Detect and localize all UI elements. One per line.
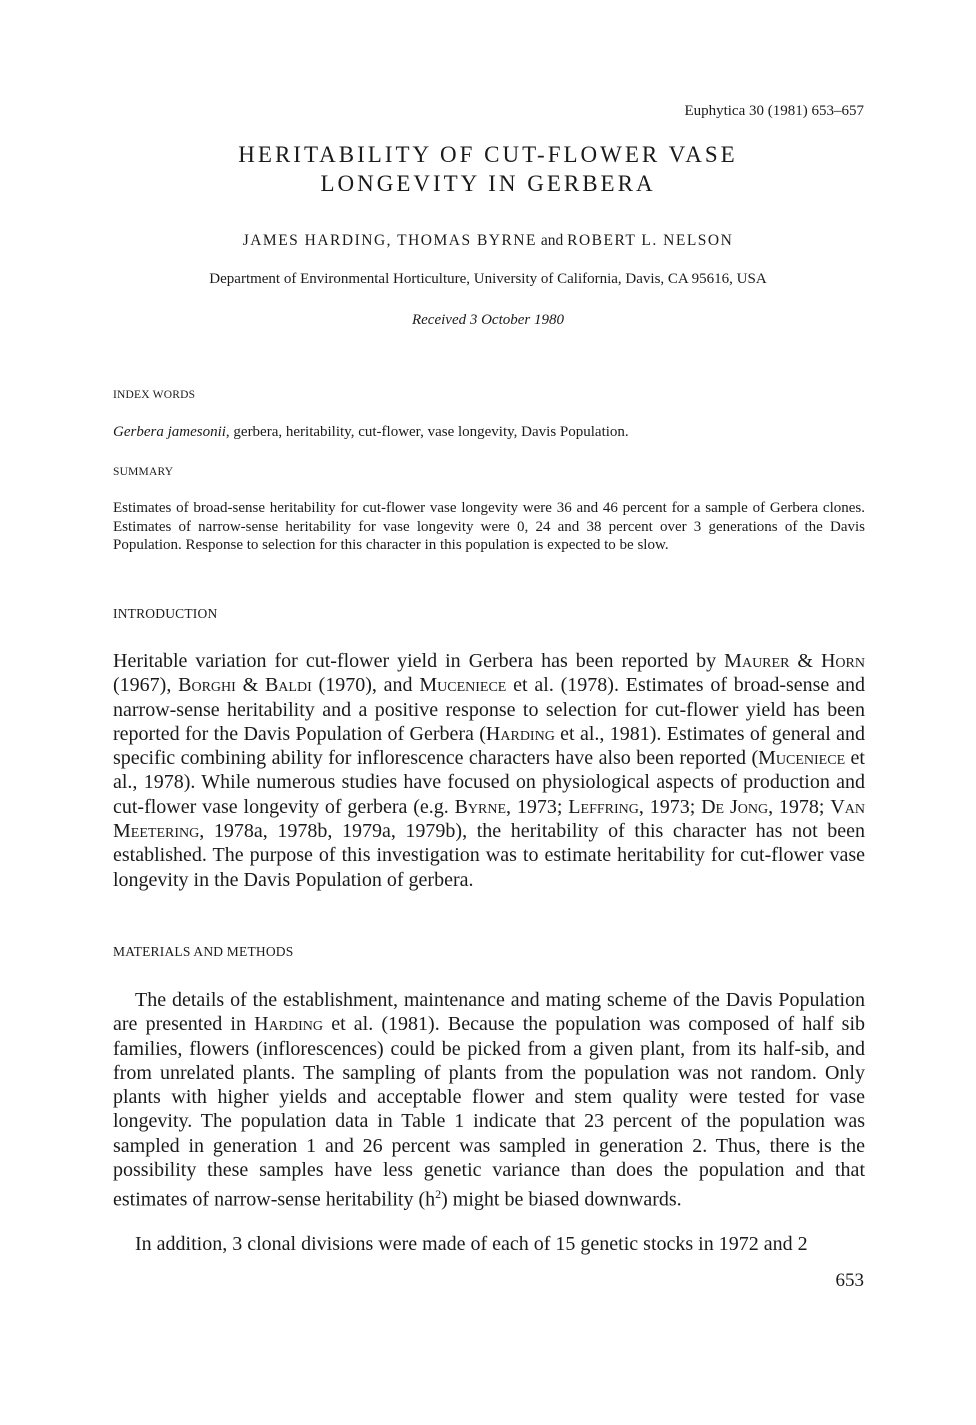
methods-paragraph-1: The details of the establishment, maintenance and mating scheme of the Davis Population are presented in Harding et al. (1981). Because the population was composed of half sib families, flowers (inflorescences) could be picked from a given plant, from its half-sib, and from unrelated plants. The sampling of plants from the population was not random. Only plants with higher yields and acceptable flower and stem quality were tested for vase longevity. The population data in Table 1 indicate that 23 percent of the population was sampled in generation 1 and 26 percent was sampled in generation 2. Thus, there is the possibility these samples have less genetic variance than does the population and that estimates of narrow-sense heritability $(h^2)$ might be biased downwards. (113, 989, 865, 1212)
index-words-text (113, 423, 865, 442)
citation: Harding (254, 1013, 324, 1036)
citation: Muceniece (758, 747, 846, 770)
authors-part-2: ROBERT L. NELSON (567, 232, 734, 249)
title-line-1: HERITABILITY OF CUT-FLOWER VASE (238, 142, 738, 167)
affiliation: Department of Environmental Horticulture, University of California, Davis, CA 95616, USA (209, 271, 767, 287)
page-number: 653 (835, 1270, 864, 1291)
citation: Byrne (454, 795, 507, 818)
citation: Maurer (724, 650, 790, 672)
authors-and: and (536, 232, 568, 249)
index-words-heading: INDEX WORDS (113, 389, 196, 401)
authors-part-1: JAMES HARDING, THOMAS BYRNE (242, 232, 537, 249)
citation: Muceniece (419, 674, 507, 697)
methods-paragraph-2: In addition, 3 clonal divisions were made of each of 15 genetic stocks in 1972 and 2 (135, 1233, 808, 1255)
citation: Baldi (264, 674, 312, 697)
citation: De Jong (701, 795, 769, 818)
citation: Horn (820, 650, 865, 672)
summary-text: Estimates of broad-sense heritability for cut-flower vase longevity were 36 and 46 percent for a sample of Gerbera clones. Estimates of narrow-sense heritability for vase longevity were 0, 24 and 38 percent over 3 generations of the Davis Population. Response to selection for this character in this population is expected to be slow. (113, 500, 865, 553)
title-line-2: LONGEVITY IN GERBERA (320, 171, 656, 196)
introduction-heading: INTRODUCTION (113, 606, 218, 621)
species-name: Gerbera jamesonii (113, 424, 226, 440)
index-words-rest: , gerbera, heritability, cut-flower, vase longevity, Davis Population. (225, 424, 629, 440)
citation: Van Meetering (113, 795, 865, 843)
introduction-paragraph: Heritable variation for cut-flower yield in Gerbera has been reported by Maurer & Horn (1967), Borghi & Baldi (1970), and Muceniece et al. (1978). Estimates of broad-sense and narrow-sense heritability and a positive response to selection for cut-flower yield has been reported for the Davis Population of Gerbera (Harding et al., 1981). Estimates of general and specific combining ability for inflorescence characters have also been reported (Muceniece et al., 1978). While numerous studies have focused on physiological aspects of production and cut-flower vase longevity of gerbera (e.g. Byrne, 1973; Leffring, 1973; De Jong, 1978; Van Meetering, 1978a, 1978b, 1979a, 1979b), the heritability of this character has not been established. The purpose of this investigation was to estimate heritability for cut-flower vase longevity in the Davis Population of gerbera. (113, 650, 865, 891)
paper-title (100, 140, 876, 198)
superscript: 2 (435, 1187, 442, 1202)
journal-citation: Euphytica 30 (1981) 653–657 (684, 103, 864, 119)
methods-heading: MATERIALS AND METHODS (113, 944, 294, 959)
received-date: Received 3 October 1980 (411, 312, 565, 328)
summary-heading: SUMMARY (113, 466, 174, 478)
citation: Leffring (568, 795, 639, 818)
author-list (100, 232, 876, 250)
citation: Harding (485, 722, 555, 745)
citation: Borghi (178, 674, 236, 697)
